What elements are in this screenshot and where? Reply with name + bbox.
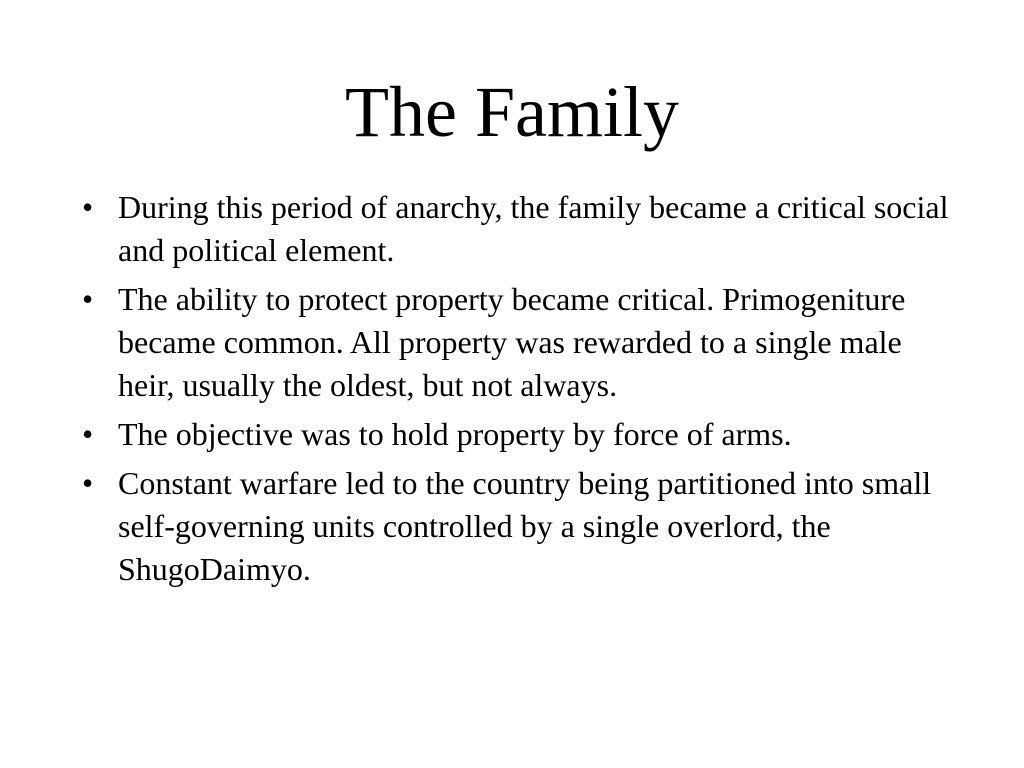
bullet-item xyxy=(78,413,958,456)
slide-title: The Family xyxy=(345,72,679,152)
bullet-marker: • xyxy=(82,189,94,225)
bullet-item xyxy=(78,462,958,591)
bullet-marker: • xyxy=(82,465,94,501)
bullet-list xyxy=(78,186,958,597)
bullet-text: Constant warfare led to the country being partitioned into small self-governing units controlled by a single overlord, the ShugoDaimyo. xyxy=(118,465,932,587)
bullet-text: During this period of anarchy, the family became a critical social and political element. xyxy=(118,189,949,268)
bullet-text: The objective was to hold property by force of arms. xyxy=(118,416,792,452)
bullet-marker: • xyxy=(82,416,94,452)
bullet-marker: • xyxy=(82,281,94,317)
bullet-item xyxy=(78,186,958,272)
bullet-text: The ability to protect property became critical. Primogeniture became common. All property was rewarded to a single male heir, usually the oldest, but not always. xyxy=(118,281,906,403)
bullet-item xyxy=(78,278,958,407)
